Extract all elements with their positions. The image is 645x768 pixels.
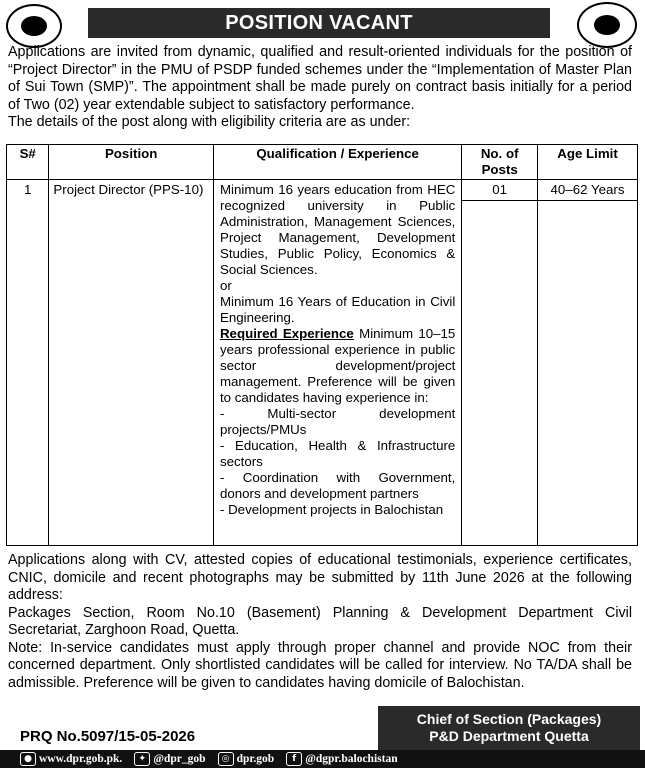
qualification-option-2: Minimum 16 Years of Education in Civil Engineering. (219, 294, 456, 325)
required-experience-text: Minimum 10–15 years professional experience in public sector development/project management. Preference will be given to candidates having experience in: (219, 326, 456, 405)
footer-facebook[interactable] (286, 752, 397, 766)
intro-criteria-line: The details of the post along with eligibility criteria are as under: (8, 114, 411, 130)
instagram-text: dpr.gob (236, 753, 275, 765)
footer-twitter[interactable] (134, 752, 205, 766)
globe-icon: ● (20, 752, 36, 766)
table-header-row (7, 145, 638, 180)
cell-position: Project Director (PPS-10) (49, 180, 214, 546)
cell-age (538, 180, 638, 546)
footer-website[interactable] (20, 752, 122, 766)
header-sno: S# (7, 145, 49, 180)
signatory-title: Chief of Section (Packages) (416, 711, 602, 727)
cell-qualification (213, 180, 461, 546)
twitter-icon: ✦ (134, 752, 150, 766)
experience-item: - Development projects in Balochistan (219, 502, 444, 517)
footer-bar (0, 750, 645, 768)
note-paragraph: Note: In-service candidates must apply through proper channel and provide NOC from their concerned department. Only shortlisted candidates will be called for interview. No TA/DA shall be admissible. Preference will be given to candidates having domicile of Balochistan. (8, 639, 632, 691)
experience-item: - Education, Health & Infrastructure sectors (219, 438, 456, 469)
facebook-icon: f (286, 752, 302, 766)
submission-paragraph: Applications along with CV, attested copies of educational testimonials, experience certificates, CNIC, domicile and recent photographs may be submitted by 11th June 2026 at the following address: (8, 552, 632, 603)
vacancy-table (6, 144, 638, 546)
table-row (7, 180, 638, 546)
intro-paragraph: Applications are invited from dynamic, qualified and result-oriented individuals for the position of “Project Director” in the PMU of PSDP funded schemes under the “Implementation of Master Plan of Sui Town (SMP)”. The appointment shall be made purely on contract basis initially for a period of Two (02) year extendable subject to satisfactory performance. (8, 44, 632, 113)
required-experience-label: Required Experience (219, 326, 354, 341)
posts-value: 01 (462, 180, 537, 201)
age-value: 40–62 Years (538, 180, 637, 201)
instagram-icon: ◎ (218, 752, 234, 766)
header-posts: No. of Posts (462, 145, 538, 180)
experience-item: - Multi-sector development projects/PMUs (219, 406, 456, 437)
balochistan-emblem-icon (6, 4, 62, 48)
signatory-department: P&D Department Quetta (429, 728, 589, 744)
header-position: Position (49, 145, 214, 180)
footer-instagram[interactable] (218, 752, 275, 766)
page-title: POSITION VACANT (88, 8, 550, 38)
header-qualification: Qualification / Experience (213, 145, 461, 180)
prq-number: PRQ No.5097/15-05-2026 (20, 728, 196, 745)
signature-block (378, 706, 640, 750)
qualification-or: or (219, 278, 232, 293)
cell-posts (462, 180, 538, 546)
header-age: Age Limit (538, 145, 638, 180)
qualification-option-1: Minimum 16 years education from HEC recognized university in Public Administration, Management Sciences, Project Management, Development Studies, Public Policy, Economics & Social Sciences. (219, 182, 456, 277)
experience-item: - Coordination with Government, donors and development partners (219, 470, 456, 501)
cell-sno: 1 (7, 180, 49, 546)
facebook-text: @dgpr.balochistan (305, 753, 398, 765)
address-paragraph: Packages Section, Room No.10 (Basement) Planning & Development Department Civil Secretariat, Zarghoon Road, Quetta. (8, 604, 632, 638)
intro-section (8, 44, 632, 132)
website-text: www.dpr.gob.pk. (39, 753, 123, 765)
required-experience (220, 326, 455, 406)
application-instructions (8, 552, 632, 692)
department-seal-icon (577, 2, 637, 48)
twitter-text: @dpr_gob (153, 753, 206, 765)
